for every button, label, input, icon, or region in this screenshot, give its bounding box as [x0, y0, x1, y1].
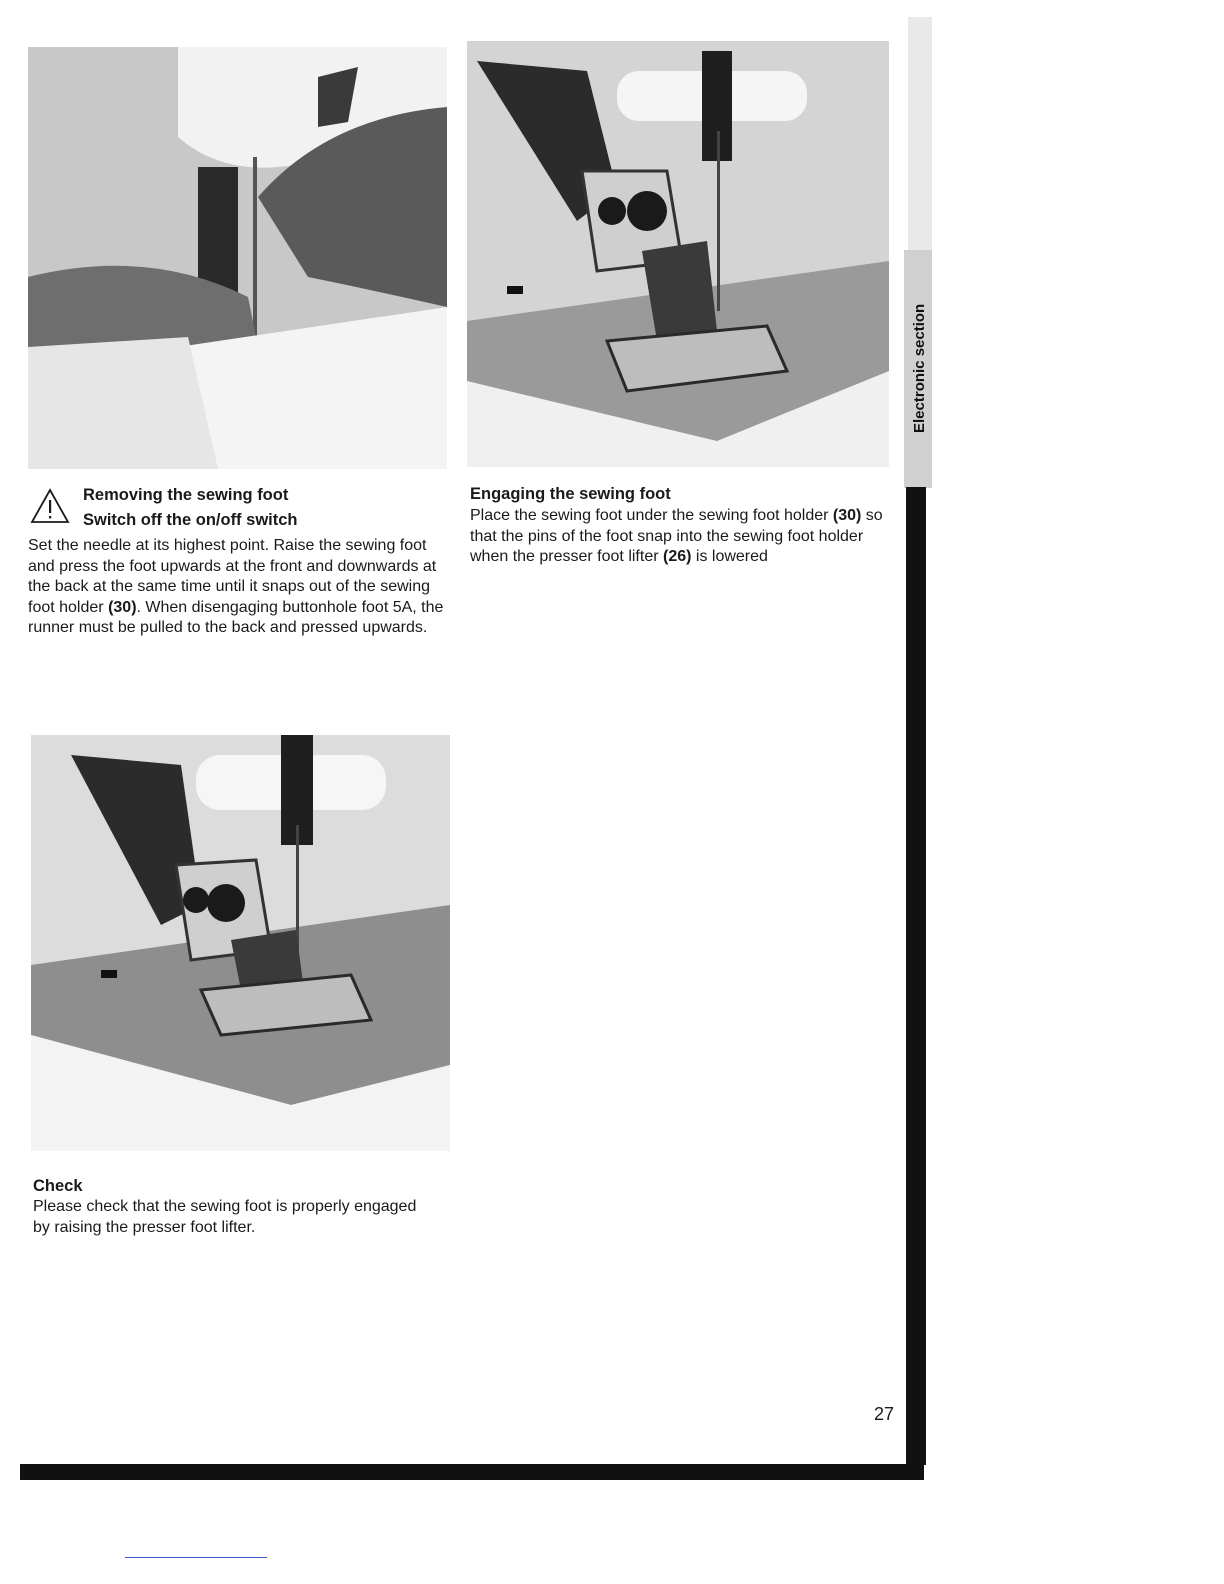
engaging-instructions — [470, 506, 895, 568]
photo-engaging-sewing-foot — [467, 41, 889, 467]
removing-text-part1: Set the needle at its highest point. Raise the sewing foot and press the foot upwards at the front and downwards at the back at the same time until it snaps out of the sewing foot holder — [28, 537, 437, 616]
photo-removing-sewing-foot — [28, 47, 447, 469]
page-number: 27 — [873, 1404, 894, 1424]
side-tab-label: Electronic section — [911, 303, 928, 433]
bottom-rule — [125, 1557, 267, 1558]
bottom-bar — [20, 1464, 924, 1480]
heading-engaging-sewing-foot: Engaging the sewing foot — [470, 485, 671, 503]
reference-26: (26) — [662, 548, 692, 565]
removing-instructions — [28, 536, 448, 639]
warning-switch-off: Switch off the on/off switch — [83, 511, 298, 529]
engaging-text-part3: is lowered — [691, 548, 768, 565]
reference-30: (30) — [832, 507, 862, 524]
heading-removing-sewing-foot: Removing the sewing foot — [83, 486, 289, 504]
heading-check: Check — [33, 1177, 83, 1195]
warning-triangle-icon — [30, 488, 70, 524]
check-instructions: Please check that the sewing foot is properly engaged by raising the presser foot lifter. — [33, 1198, 417, 1236]
engaging-text-part1: Place the sewing foot under the sewing foot holder — [470, 507, 833, 524]
reference-30: (30) — [108, 598, 137, 616]
photo-check-sewing-foot — [31, 735, 450, 1151]
engaging-text-part2: so that the pins of the foot snap into the sewing foot holder when the presser foot lifter — [470, 507, 883, 565]
side-bar — [906, 487, 926, 1465]
removing-text-part2: . When disengaging buttonhole foot 5A, the runner must be pulled to the back and pressed upwards. — [28, 598, 444, 636]
